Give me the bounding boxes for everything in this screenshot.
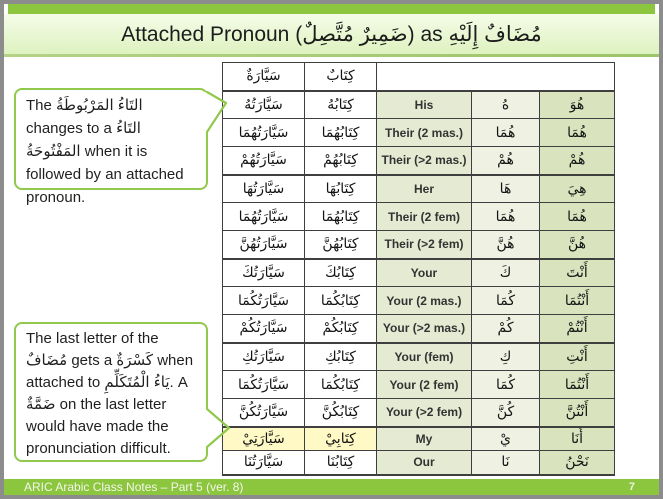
- header-car: سَيَّارَةٌ: [223, 63, 305, 91]
- cell-suffix: نَا: [472, 451, 540, 475]
- cell-car: سَيَّارَتُهُمَا: [223, 119, 305, 147]
- cell-car: سَيَّارَتُنَا: [223, 451, 305, 475]
- note-box-kasra: [14, 322, 208, 462]
- table-row: [223, 451, 615, 475]
- cell-car: سَيَّارَتُكُمْ: [223, 315, 305, 343]
- cell-car: سَيَّارَتُهُ: [223, 91, 305, 119]
- cell-pronoun: هِيَ: [540, 175, 615, 203]
- cell-pronoun: هُمَا: [540, 119, 615, 147]
- table-row: [223, 175, 615, 203]
- cell-car: سَيَّارَتُهُمَا: [223, 203, 305, 231]
- cell-book: كِتَابُهُمَا: [305, 203, 377, 231]
- cell-car: سَيَّارَتِيْ: [223, 427, 305, 451]
- cell-label: Their (>2 mas.): [377, 147, 472, 175]
- cell-pronoun: هُمْ: [540, 147, 615, 175]
- cell-book: كِتَابُكُمَا: [305, 371, 377, 399]
- cell-suffix: كَ: [472, 259, 540, 287]
- cell-label: Your: [377, 259, 472, 287]
- cell-suffix: هُمْ: [472, 147, 540, 175]
- cell-book: كِتَابُنَا: [305, 451, 377, 475]
- cell-car: سَيَّارَتُهُمْ: [223, 147, 305, 175]
- cell-label: My: [377, 427, 472, 451]
- cell-label: Their (2 fem): [377, 203, 472, 231]
- cell-label: Our: [377, 451, 472, 475]
- cell-car: سَيَّارَتُهَا: [223, 175, 305, 203]
- header-book: كِتَابٌ: [305, 63, 377, 91]
- title-underline: [4, 54, 659, 57]
- cell-suffix: كُنَّ: [472, 399, 540, 427]
- table-row: [223, 287, 615, 315]
- cell-pronoun: هُنَّ: [540, 231, 615, 259]
- cell-label: Your (>2 fem): [377, 399, 472, 427]
- cell-label: Your (2 fem): [377, 371, 472, 399]
- cell-suffix: كُمَا: [472, 371, 540, 399]
- cell-pronoun: أَنْتُنَّ: [540, 399, 615, 427]
- cell-suffix: هَا: [472, 175, 540, 203]
- table-row: [223, 119, 615, 147]
- cell-book: كِتَابُهُ: [305, 91, 377, 119]
- cell-label: Your (fem): [377, 343, 472, 371]
- cell-pronoun: أَنْتُمْ: [540, 315, 615, 343]
- table-row: [223, 203, 615, 231]
- table-row: [223, 147, 615, 175]
- cell-pronoun: أَنَا: [540, 427, 615, 451]
- note-box-kasra-text: The last letter of the مُضَافٌ gets a كَسْرَةٌ when attached to يَاءُ الْمُتَكَلِّمِ. A ضَمَّةٌ on the last letter would have made the pronunciation difficult.: [26, 330, 194, 457]
- footer-bar: [4, 479, 659, 495]
- pronoun-table-head: [223, 63, 615, 91]
- cell-pronoun: نَحْنُ: [540, 451, 615, 475]
- cell-suffix: كُمَا: [472, 287, 540, 315]
- cell-book: كِتَابِيْ: [305, 427, 377, 451]
- table-row: [223, 371, 615, 399]
- title-band: [4, 14, 659, 54]
- cell-suffix: كِ: [472, 343, 540, 371]
- cell-book: كِتَابُكُمَا: [305, 287, 377, 315]
- table-header-row: [223, 63, 615, 91]
- cell-book: كِتَابُهَا: [305, 175, 377, 203]
- cell-car: سَيَّارَتُهُنَّ: [223, 231, 305, 259]
- cell-pronoun: هُوَ: [540, 91, 615, 119]
- cell-suffix: هُمَا: [472, 119, 540, 147]
- pronoun-table: [222, 62, 615, 476]
- note-box-taa-marbuta-text: The التَاءُ المَرْبُوطَةُ changes to a التَاءُ المَفْتُوحَةُ when it is followed by an attached pronoun.: [26, 97, 184, 206]
- cell-book: كِتَابُكَ: [305, 259, 377, 287]
- cell-book: كِتَابُكُمْ: [305, 315, 377, 343]
- cell-suffix: كُمْ: [472, 315, 540, 343]
- table-row: [223, 427, 615, 451]
- table-row: [223, 343, 615, 371]
- cell-label: Her: [377, 175, 472, 203]
- header-ghost-spacer: [377, 63, 615, 91]
- table-row: [223, 259, 615, 287]
- footer-text: ARIC Arabic Class Notes – Part 5 (ver. 8): [24, 480, 244, 494]
- cell-pronoun: أَنْتِ: [540, 343, 615, 371]
- cell-pronoun: أَنْتُمَا: [540, 371, 615, 399]
- cell-pronoun: هُمَا: [540, 203, 615, 231]
- table-row: [223, 399, 615, 427]
- cell-suffix: يْ: [472, 427, 540, 451]
- table-row: [223, 315, 615, 343]
- cell-label: Your (>2 mas.): [377, 315, 472, 343]
- top-accent-bar: [8, 4, 655, 14]
- cell-book: كِتَابُهُنَّ: [305, 231, 377, 259]
- cell-label: His: [377, 91, 472, 119]
- cell-car: سَيَّارَتُكَ: [223, 259, 305, 287]
- note-box-taa-marbuta: [14, 88, 208, 206]
- page-number: 7: [628, 481, 635, 493]
- page-title: Attached Pronoun (ضَمِيرٌ مُتَّصِلٌ) as مُضَافٌ إِلَيْهِ: [121, 22, 542, 46]
- slide-body: [4, 4, 659, 495]
- cell-car: سَيَّارَتُكُمَا: [223, 371, 305, 399]
- pronoun-table-body: [223, 91, 615, 475]
- table-row: [223, 231, 615, 259]
- cell-book: كِتَابُهُمَا: [305, 119, 377, 147]
- cell-car: سَيَّارَتُكِ: [223, 343, 305, 371]
- cell-suffix: هُنَّ: [472, 231, 540, 259]
- cell-book: كِتَابُكِ: [305, 343, 377, 371]
- cell-book: كِتَابُكُنَّ: [305, 399, 377, 427]
- cell-label: Their (2 mas.): [377, 119, 472, 147]
- cell-pronoun: أَنْتَ: [540, 259, 615, 287]
- cell-car: سَيَّارَتُكُمَا: [223, 287, 305, 315]
- table-row: [223, 91, 615, 119]
- cell-label: Their (>2 fem): [377, 231, 472, 259]
- cell-suffix: هُمَا: [472, 203, 540, 231]
- cell-label: Your (2 mas.): [377, 287, 472, 315]
- cell-car: سَيَّارَتُكُنَّ: [223, 399, 305, 427]
- cell-suffix: هُ: [472, 91, 540, 119]
- cell-pronoun: أَنْتُمَا: [540, 287, 615, 315]
- cell-book: كِتَابُهُمْ: [305, 147, 377, 175]
